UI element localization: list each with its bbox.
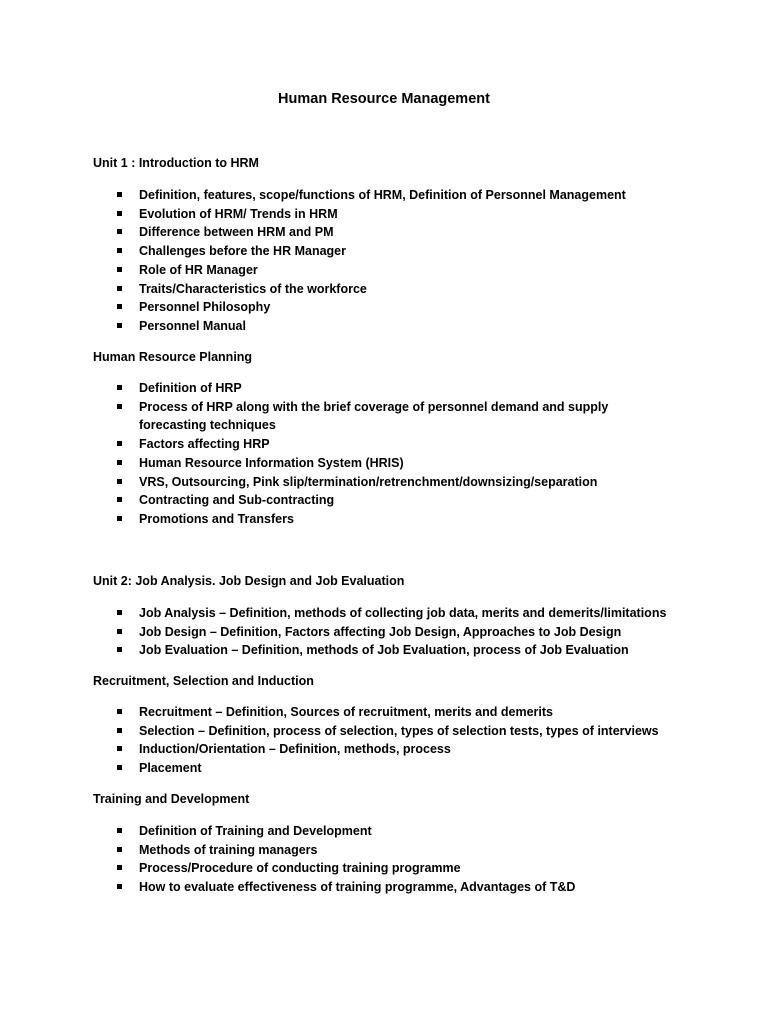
unit-2-list [0, 604, 679, 660]
section-heading-unit-1: Unit 1 : Introduction to HRM [93, 156, 259, 170]
bullet-icon [117, 267, 122, 272]
list-item: Traits/Characteristics of the workforce [0, 280, 679, 299]
section-heading-recruitment: Recruitment, Selection and Induction [93, 674, 314, 688]
bullet-icon [117, 192, 122, 197]
bullet-icon [117, 248, 122, 253]
list-item: Recruitment – Definition, Sources of recruitment, merits and demerits [0, 703, 679, 722]
bullet-icon [117, 709, 122, 714]
bullet-icon [117, 647, 122, 652]
list-item: Definition of Training and Development [0, 822, 679, 841]
section-heading-hr-planning: Human Resource Planning [93, 350, 253, 364]
recruitment-list [0, 703, 679, 778]
bullet-icon [117, 404, 122, 409]
bullet-icon [117, 441, 122, 446]
bullet-icon [117, 865, 122, 870]
bullet-icon [117, 847, 122, 852]
list-item: Placement [0, 759, 679, 778]
bullet-icon [117, 497, 122, 502]
list-item: Job Design – Definition, Factors affecting Job Design, Approaches to Job Design [0, 623, 679, 642]
list-item: Evolution of HRM/ Trends in HRM [0, 205, 679, 224]
list-item: Methods of training managers [0, 841, 679, 860]
bullet-icon [117, 610, 122, 615]
bullet-icon [117, 304, 122, 309]
list-item: Promotions and Transfers [0, 510, 679, 529]
bullet-icon [117, 211, 122, 216]
bullet-icon [117, 884, 122, 889]
list-item: VRS, Outsourcing, Pink slip/termination/retrenchment/downsizing/separation [0, 473, 679, 492]
bullet-icon [117, 460, 122, 465]
document-title: Human Resource Management [278, 91, 490, 107]
list-item: Role of HR Manager [0, 261, 679, 280]
list-item: Job Evaluation – Definition, methods of Job Evaluation, process of Job Evaluation [0, 641, 679, 660]
list-item: Process of HRP along with the brief coverage of personnel demand and supply forecasting techniques [0, 398, 679, 435]
list-item: Personnel Philosophy [0, 298, 679, 317]
hr-planning-list [0, 379, 679, 529]
section-heading-training: Training and Development [93, 792, 250, 806]
list-item: Factors affecting HRP [0, 435, 679, 454]
list-item: Challenges before the HR Manager [0, 242, 679, 261]
bullet-icon [117, 728, 122, 733]
bullet-icon [117, 765, 122, 770]
bullet-icon [117, 323, 122, 328]
bullet-icon [117, 385, 122, 390]
list-item: Human Resource Information System (HRIS) [0, 454, 679, 473]
list-item: Selection – Definition, process of selection, types of selection tests, types of interviews [0, 722, 679, 741]
list-item: Job Analysis – Definition, methods of collecting job data, merits and demerits/limitations [0, 604, 679, 623]
bullet-icon [117, 516, 122, 521]
list-item: Difference between HRM and PM [0, 223, 679, 242]
unit-1-list [0, 186, 679, 336]
list-item: Process/Procedure of conducting training programme [0, 859, 679, 878]
bullet-icon [117, 229, 122, 234]
list-item: How to evaluate effectiveness of training programme, Advantages of T&D [0, 878, 679, 897]
bullet-icon [117, 286, 122, 291]
list-item: Contracting and Sub-contracting [0, 491, 679, 510]
list-item: Induction/Orientation – Definition, methods, process [0, 740, 679, 759]
list-item: Definition of HRP [0, 379, 679, 398]
bullet-icon [117, 629, 122, 634]
training-list [0, 822, 679, 897]
bullet-icon [117, 479, 122, 484]
list-item: Personnel Manual [0, 317, 679, 336]
section-heading-unit-2: Unit 2: Job Analysis. Job Design and Job Evaluation [93, 574, 405, 588]
bullet-icon [117, 746, 122, 751]
bullet-icon [117, 828, 122, 833]
list-item: Definition, features, scope/functions of HRM, Definition of Personnel Management [0, 186, 679, 205]
